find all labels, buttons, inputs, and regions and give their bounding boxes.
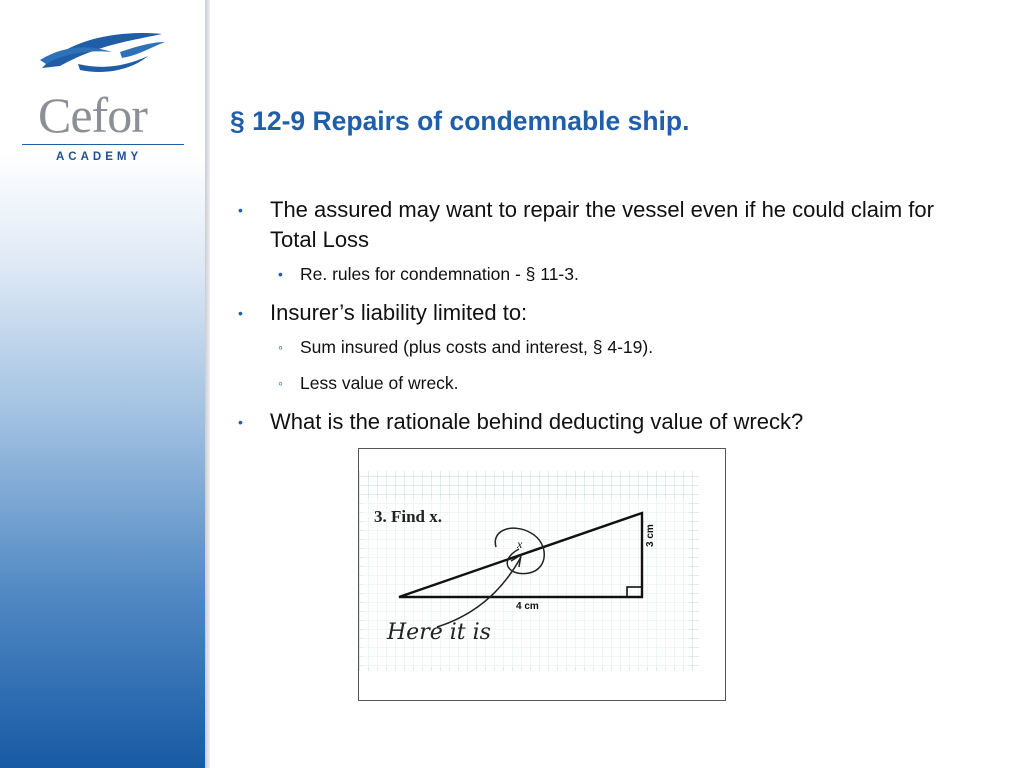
x-label: x <box>517 537 523 551</box>
bullet-marker: • <box>238 414 243 430</box>
bullet-marker: • <box>278 266 283 282</box>
handwritten-answer: Here it is <box>387 620 491 645</box>
wave-icon <box>0 0 205 90</box>
logo-subtitle: ACADEMY <box>56 151 143 163</box>
sub-bullet-text: Less value of wreck. <box>300 373 459 393</box>
bullet-marker: • <box>238 305 243 321</box>
bullet-item <box>238 407 978 437</box>
bullet-text: The assured may want to repair the vessel even if he could claim for Total Loss <box>270 197 934 252</box>
find-x-image <box>358 448 726 701</box>
problem-heading: 3. Find x. <box>374 507 443 526</box>
bullet-text: What is the rationale behind deducting value of wreck? <box>270 409 804 434</box>
bullet-item <box>238 298 978 328</box>
sub-bullet-item <box>238 335 978 359</box>
sub-bullet-text: Re. rules for condemnation - § 11-3. <box>300 264 579 284</box>
find-x-drawing <box>359 449 725 700</box>
bullet-item <box>238 195 978 255</box>
logo-wordmark: Cefor <box>38 87 147 143</box>
cefor-logo <box>0 0 205 175</box>
bullet-list <box>238 195 978 444</box>
bullet-marker: • <box>238 202 243 218</box>
slide-title: § 12-9 Repairs of condemnable ship. <box>230 106 690 136</box>
sub-bullet-item <box>238 262 978 286</box>
sub-bullet-text: Sum insured (plus costs and interest, § 4-19). <box>300 337 654 357</box>
bullet-marker: ◦ <box>278 375 283 391</box>
bullet-marker: ◦ <box>278 339 283 355</box>
bullet-text: Insurer’s liability limited to: <box>270 300 528 325</box>
sidebar-divider <box>205 0 210 768</box>
side-vertical-label: 3 cm <box>645 524 656 547</box>
side-horizontal-label: 4 cm <box>516 601 539 612</box>
logo-divider <box>22 144 184 145</box>
sub-bullet-item <box>238 371 978 395</box>
